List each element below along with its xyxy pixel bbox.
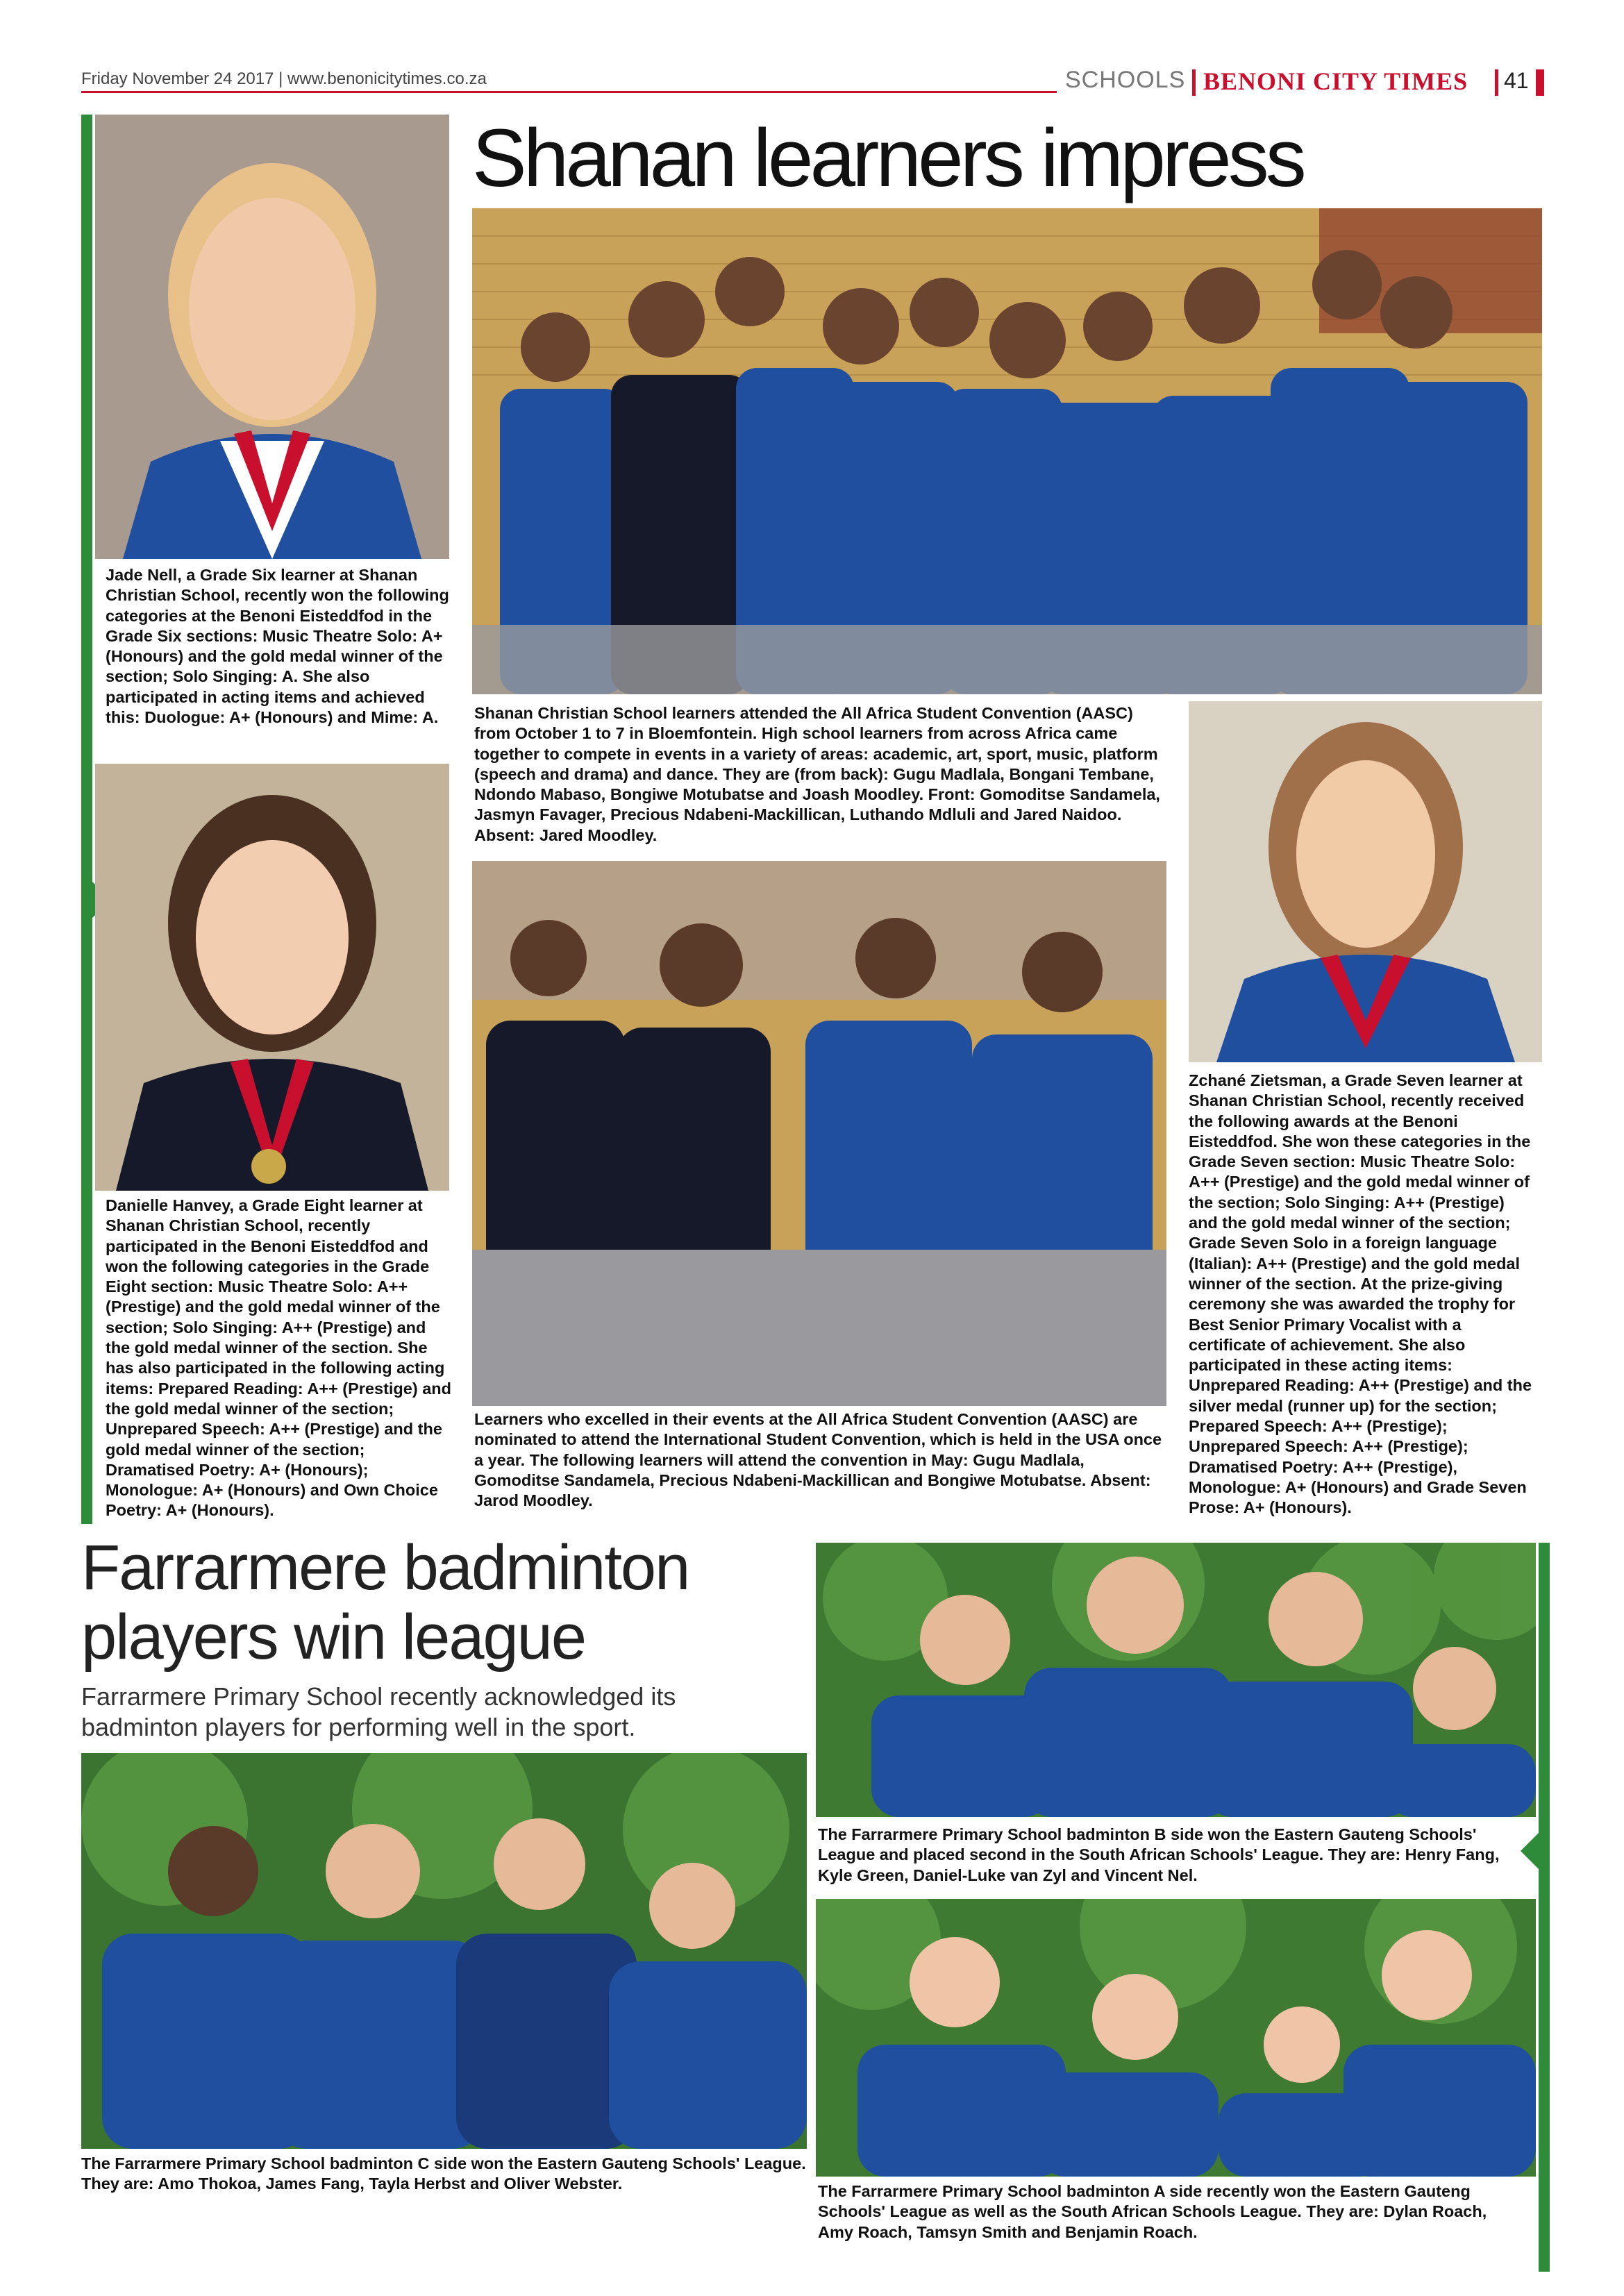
right-green-marker — [1521, 1833, 1539, 1869]
caption-badminton-a-side: The Farrarmere Primary School badminton A side recently won the Eastern Gauteng Schools' League as well as the South African Schools League. They are: Dylan Roach, Amy Roach, Tamsyn Smith and Benjamin Roach. — [818, 2182, 1487, 2241]
headline-farrarmere: Farrarmere badminton players win league — [81, 1532, 689, 1673]
photo-shanan-group — [472, 208, 1542, 694]
header-divider — [1495, 69, 1498, 96]
photo-four-learners — [472, 861, 1166, 1406]
photo-badminton-a-side — [816, 1899, 1536, 2177]
header-accent-block — [1536, 69, 1544, 96]
header-divider — [1192, 69, 1196, 96]
left-green-bar — [81, 115, 92, 1524]
caption-jade-nell: Jade Nell, a Grade Six learner at Shanan Christian School, recently won the following categories at the Benoni Eisteddfod in the Grade Six sections: Music Theatre Solo: A+ (Honours) and the gold medal winner of the section; Solo Singing: A. She also participated in acting items and achieved this: Duologue: A+ (Honours) and Mime: A. — [106, 566, 449, 727]
photo-jade-nell — [95, 115, 449, 559]
photo-badminton-c-side — [81, 1753, 807, 2149]
caption-badminton-b-side: The Farrarmere Primary School badminton B side won the Eastern Gauteng Schools' League and placed second in the South African Schools' League. They are: Henry Fang, Kyle Green, Daniel-Luke van Zyl and Vincent Nel. — [818, 1825, 1500, 1884]
caption-zchane-zietsman: Zchané Zietsman, a Grade Seven learner at Shanan Christian School, recently received the following awards at the Benoni Eisteddfod. She won these categories in the Grade Seven section: Music Theatre Solo: A++ (Prestige) and the gold medal winner of the section; Solo Singing: A++ (Prestige) and the gold medal winner of the section; Grade Seven Solo in a foreign language (Italian): A++ (Prestige) and the gold medal winner of the section. At the prize-giving ceremony she was awarded the trophy for Best Senior Primary Vocalist with a certificate of achievement. She also participated in these acting items: Unprepared Reading: A++ (Prestige) and the silver medal (runner up) for the section; Prepared Speech: A++ (Prestige); Unprepared Speech: A++ (Prestige); Dramatised Poetry: A++ (Prestige), Monologue: A+ (Honours) and Grade Seven Prose: A+ (Honours). — [1189, 1071, 1532, 1517]
caption-danielle-hanvey: Danielle Hanvey, a Grade Eight learner at Shanan Christian School, recently participated in the Benoni Eisteddfod and won the following categories in the Grade Eight section: Music Theatre Solo: A++ (Prestige) and the gold medal winner of the section; Solo Singing: A++ (Prestige) and the gold medal winner of the section. She has also participated in the following acting items: Prepared Reading: A++ (Prestige) and the gold medal winner of the section; Unprepared Speech: A++ (Prestige) and the gold medal winner of the section; Dramatised Poetry: A+ (Honours); Monologue: A+ (Honours) and Own Choice Poetry: A+ (Honours). — [106, 1196, 451, 1520]
photo-badminton-b-side — [816, 1543, 1536, 1817]
header-date-site: Friday November 24 2017 | www.benonicitytimes.co.za — [81, 69, 487, 88]
standfirst-farrarmere: Farrarmere Primary School recently acknowledged its badminton players for performing well in the sport. — [81, 1682, 676, 1741]
caption-badminton-c-side: The Farrarmere Primary School badminton C side won the Eastern Gauteng Schools' League. They are: Amo Thokoa, James Fang, Tayla Herbst and Oliver Webster. — [81, 2154, 806, 2193]
header-paper-name: BENONI CITY TIMES — [1203, 67, 1468, 95]
header-section: SCHOOLS — [1065, 67, 1186, 93]
headline-shanan: Shanan learners impress — [472, 112, 1303, 204]
header-page-number: 41 — [1504, 68, 1529, 93]
photo-danielle-hanvey — [95, 764, 449, 1191]
header-rule — [81, 91, 1057, 93]
right-green-bar — [1539, 1543, 1550, 2272]
caption-four-learners: Learners who excelled in their events at the All Africa Student Convention (AASC) are nominated to attend the International Student Convention, which is held in the USA once a year. The following learners will attend the convention in May: Gugu Madlala, Gomoditse Sandamela, Precious Ndabeni-Mackillican and Bongiwe Motubatse. Absent: Jarod Moodley. — [474, 1410, 1162, 1510]
caption-shanan-group: Shanan Christian School learners attended the All Africa Student Convention (AASC) from October 1 to 7 in Bloemfontein. High school learners from across Africa came together to compete in events in a variety of areas: academic, art, sport, music, platform (speech and drama) and dance. They are (from back): Gugu Madlala, Bongani Tembane, Ndondo Mabaso, Bongiwe Motubatse and Joash Moodley. Front: Gomoditse Sandamela, Jasmyn Favager, Precious Ndabeni-Mackillican, Luthando Mdluli and Jared Naidoo. Absent: Jared Moodley. — [474, 704, 1160, 844]
photo-zchane-zietsman — [1189, 701, 1542, 1062]
